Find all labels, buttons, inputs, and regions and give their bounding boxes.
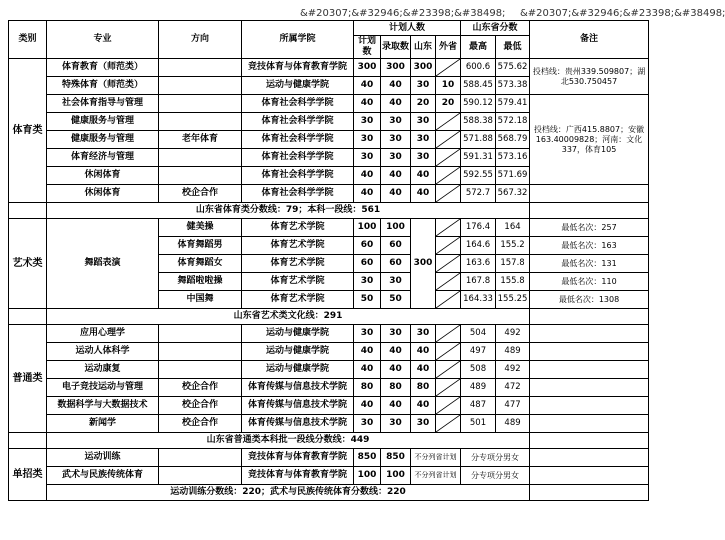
college-cell: 体育社会科学学院	[242, 167, 354, 185]
admit-cell: 850	[381, 449, 411, 467]
admit-cell: 60	[381, 237, 411, 255]
direction-cell	[159, 167, 242, 185]
other-province-cell	[436, 397, 461, 415]
major-cell: 数据科学与大数据技术	[47, 397, 159, 415]
min-score-cell: 157.8	[496, 255, 530, 273]
header-direction: 方向	[159, 21, 242, 59]
max-score-cell: 163.6	[461, 255, 496, 273]
other-province-cell	[436, 59, 461, 77]
table-row	[9, 59, 649, 77]
plan-cell: 40	[354, 343, 381, 361]
major-cell: 运动训练	[47, 449, 159, 467]
table-row	[9, 467, 649, 485]
other-province-cell	[436, 325, 461, 343]
max-score-cell: 588.38	[461, 113, 496, 131]
summary-spacer	[9, 203, 47, 219]
header-shandong: 山东	[411, 36, 436, 59]
shandong-cell: 30	[411, 131, 436, 149]
min-score-cell: 575.62	[496, 59, 530, 77]
direction-cell	[159, 467, 242, 485]
college-cell: 竞技体育与体育教育学院	[242, 467, 354, 485]
summary-text: 山东省普通类本科批一段线分数线：449	[47, 433, 530, 449]
other-province-cell	[436, 113, 461, 131]
max-score-cell: 164.6	[461, 237, 496, 255]
major-cell: 应用心理学	[47, 325, 159, 343]
table-row	[9, 95, 649, 113]
max-score-cell: 489	[461, 379, 496, 397]
direction-cell: 舞蹈啦啦操	[159, 273, 242, 291]
college-cell: 体育传媒与信息技术学院	[242, 397, 354, 415]
shandong-cell: 30	[411, 113, 436, 131]
shandong-cell: 40	[411, 167, 436, 185]
college-cell: 竞技体育与体育教育学院	[242, 59, 354, 77]
shandong-cell: 20	[411, 95, 436, 113]
major-cell: 休闲体育	[47, 167, 159, 185]
major-cell: 体育教育（师范类）	[47, 59, 159, 77]
min-score-cell: 567.32	[496, 185, 530, 203]
max-score-cell: 487	[461, 397, 496, 415]
college-cell: 体育艺术学院	[242, 219, 354, 237]
major-cell: 电子竞技运动与管理	[47, 379, 159, 397]
max-score-cell: 588.45	[461, 77, 496, 95]
plan-cell: 40	[354, 95, 381, 113]
min-score-cell: 571.69	[496, 167, 530, 185]
max-score-cell: 176.4	[461, 219, 496, 237]
max-score-cell: 501	[461, 415, 496, 433]
remark-cell: 投档线：贵州339.509807；湖北530.750457	[530, 59, 649, 95]
direction-cell: 体育舞蹈女	[159, 255, 242, 273]
college-cell: 竞技体育与体育教育学院	[242, 449, 354, 467]
summary-row	[9, 433, 649, 449]
shandong-cell: 40	[411, 361, 436, 379]
direction-cell: 老年体育	[159, 131, 242, 149]
category-cell: 体育类	[9, 59, 47, 203]
shandong-cell: 30	[411, 77, 436, 95]
header-other-province: 外省	[436, 36, 461, 59]
college-cell: 体育艺术学院	[242, 291, 354, 309]
min-score-cell: 573.38	[496, 77, 530, 95]
college-cell: 运动与健康学院	[242, 77, 354, 95]
max-score-cell: 572.7	[461, 185, 496, 203]
college-cell: 体育社会科学学院	[242, 185, 354, 203]
admit-cell: 40	[381, 185, 411, 203]
direction-cell: 校企合作	[159, 397, 242, 415]
major-cell: 舞蹈表演	[47, 219, 159, 309]
category-cell: 普通类	[9, 325, 47, 433]
admit-cell: 30	[381, 149, 411, 167]
min-score-cell: 579.41	[496, 95, 530, 113]
max-score-cell: 508	[461, 361, 496, 379]
college-cell: 运动与健康学院	[242, 325, 354, 343]
direction-cell	[159, 449, 242, 467]
table-row	[9, 219, 649, 237]
plan-cell: 50	[354, 291, 381, 309]
table-row	[9, 361, 649, 379]
other-province-cell	[436, 167, 461, 185]
shandong-cell: 30	[411, 149, 436, 167]
other-province-cell	[436, 273, 461, 291]
category-cell: 艺术类	[9, 219, 47, 309]
other-province-cell	[436, 237, 461, 255]
plan-cell: 60	[354, 255, 381, 273]
remark-cell: 最低名次：110	[530, 273, 649, 291]
college-cell: 体育社会科学学院	[242, 113, 354, 131]
max-score-cell: 592.55	[461, 167, 496, 185]
shandong-cell: 300	[411, 219, 436, 309]
plan-cell: 60	[354, 237, 381, 255]
admit-cell: 300	[381, 59, 411, 77]
remark-cell	[530, 397, 649, 415]
admit-cell: 40	[381, 167, 411, 185]
other-province-cell: 10	[436, 77, 461, 95]
admit-cell: 40	[381, 397, 411, 415]
major-cell: 特殊体育（师范类）	[47, 77, 159, 95]
college-cell: 运动与健康学院	[242, 343, 354, 361]
plan-cell: 100	[354, 467, 381, 485]
other-province-cell	[436, 185, 461, 203]
admit-cell: 40	[381, 343, 411, 361]
max-score-cell: 571.88	[461, 131, 496, 149]
admit-cell: 100	[381, 467, 411, 485]
plan-cell: 40	[354, 397, 381, 415]
summary-text: 山东省艺术类文化线：291	[47, 309, 530, 325]
admit-cell: 80	[381, 379, 411, 397]
plan-cell: 30	[354, 273, 381, 291]
min-score-cell: 155.2	[496, 237, 530, 255]
min-score-cell: 573.16	[496, 149, 530, 167]
other-province-cell	[436, 219, 461, 237]
direction-cell: 健美操	[159, 219, 242, 237]
major-cell: 体育经济与管理	[47, 149, 159, 167]
direction-cell	[159, 113, 242, 131]
province-note-cell: 不分列省计划	[411, 467, 461, 485]
max-score-cell: 167.8	[461, 273, 496, 291]
remark-cell: 最低名次：1308	[530, 291, 649, 309]
other-province-cell	[436, 255, 461, 273]
min-score-cell: 164	[496, 219, 530, 237]
max-score-cell: 497	[461, 343, 496, 361]
header-min: 最低	[496, 36, 530, 59]
direction-cell	[159, 59, 242, 77]
plan-cell: 40	[354, 185, 381, 203]
remark-cell	[530, 415, 649, 433]
score-note-cell: 分专项分男女	[461, 467, 530, 485]
college-cell: 体育传媒与信息技术学院	[242, 379, 354, 397]
plan-cell: 30	[354, 415, 381, 433]
header-college: 所属学院	[242, 21, 354, 59]
college-cell: 体育社会科学学院	[242, 149, 354, 167]
header-score: 山东省分数	[461, 21, 530, 36]
college-cell: 体育艺术学院	[242, 255, 354, 273]
shandong-cell: 40	[411, 397, 436, 415]
table-row	[9, 379, 649, 397]
shandong-cell: 40	[411, 185, 436, 203]
top-fragment-left: &#20307;&#32946;&#23398;&#38498;	[300, 8, 506, 19]
shandong-cell: 30	[411, 325, 436, 343]
admit-cell: 40	[381, 95, 411, 113]
plan-cell: 40	[354, 167, 381, 185]
top-fragment-right: &#20307;&#32946;&#23398;&#38498;	[520, 8, 725, 19]
min-score-cell: 489	[496, 415, 530, 433]
direction-cell: 校企合作	[159, 185, 242, 203]
summary-text: 运动训练分数线：220；武术与民族传统体育分数线：220	[47, 485, 530, 501]
header-plan-count: 计划数	[354, 36, 381, 59]
min-score-cell: 492	[496, 325, 530, 343]
direction-cell	[159, 361, 242, 379]
direction-cell: 体育舞蹈男	[159, 237, 242, 255]
remark-cell: 最低名次：163	[530, 237, 649, 255]
direction-cell: 中国舞	[159, 291, 242, 309]
summary-spacer	[530, 433, 649, 449]
direction-cell: 校企合作	[159, 379, 242, 397]
remark-cell: 最低名次：257	[530, 219, 649, 237]
table-row	[9, 449, 649, 467]
summary-row	[9, 203, 649, 219]
shandong-cell: 40	[411, 343, 436, 361]
min-score-cell: 472	[496, 379, 530, 397]
admission-table	[8, 20, 649, 501]
shandong-cell: 80	[411, 379, 436, 397]
shandong-cell: 300	[411, 59, 436, 77]
major-cell: 运动康复	[47, 361, 159, 379]
min-score-cell: 477	[496, 397, 530, 415]
college-cell: 体育社会科学学院	[242, 131, 354, 149]
summary-row	[9, 485, 649, 501]
table-row	[9, 397, 649, 415]
direction-cell	[159, 325, 242, 343]
min-score-cell: 568.79	[496, 131, 530, 149]
college-cell: 体育艺术学院	[242, 237, 354, 255]
remark-cell: 最低名次：131	[530, 255, 649, 273]
header-major: 专业	[47, 21, 159, 59]
summary-row	[9, 309, 649, 325]
plan-cell: 80	[354, 379, 381, 397]
category-cell: 单招类	[9, 449, 47, 501]
province-note-cell: 不分列省计划	[411, 449, 461, 467]
admit-cell: 60	[381, 255, 411, 273]
max-score-cell: 504	[461, 325, 496, 343]
shandong-cell: 30	[411, 415, 436, 433]
max-score-cell: 600.6	[461, 59, 496, 77]
min-score-cell: 155.8	[496, 273, 530, 291]
plan-cell: 40	[354, 77, 381, 95]
direction-cell	[159, 77, 242, 95]
min-score-cell: 155.25	[496, 291, 530, 309]
direction-cell	[159, 149, 242, 167]
other-province-cell	[436, 415, 461, 433]
remark-cell	[530, 467, 649, 485]
other-province-cell: 20	[436, 95, 461, 113]
direction-cell: 校企合作	[159, 415, 242, 433]
college-cell: 运动与健康学院	[242, 361, 354, 379]
header-admit-count: 录取数	[381, 36, 411, 59]
admit-cell: 30	[381, 415, 411, 433]
max-score-cell: 590.12	[461, 95, 496, 113]
remark-cell	[530, 325, 649, 343]
major-cell: 社会体育指导与管理	[47, 95, 159, 113]
other-province-cell	[436, 361, 461, 379]
college-cell: 体育传媒与信息技术学院	[242, 415, 354, 433]
admit-cell: 30	[381, 131, 411, 149]
summary-spacer	[9, 309, 47, 325]
remark-cell	[530, 449, 649, 467]
admit-cell: 40	[381, 77, 411, 95]
header-remark: 备注	[530, 21, 649, 59]
admit-cell: 100	[381, 219, 411, 237]
max-score-cell: 591.31	[461, 149, 496, 167]
other-province-cell	[436, 379, 461, 397]
major-cell: 武术与民族传统体育	[47, 467, 159, 485]
min-score-cell: 572.18	[496, 113, 530, 131]
min-score-cell: 492	[496, 361, 530, 379]
header-category: 类别	[9, 21, 47, 59]
major-cell: 休闲体育	[47, 185, 159, 203]
min-score-cell: 489	[496, 343, 530, 361]
summary-spacer	[530, 203, 649, 219]
other-province-cell	[436, 291, 461, 309]
remark-cell	[530, 185, 649, 203]
major-cell: 健康服务与管理	[47, 113, 159, 131]
other-province-cell	[436, 131, 461, 149]
summary-text: 山东省体育类分数线：79；本科一段线：561	[47, 203, 530, 219]
plan-cell: 100	[354, 219, 381, 237]
top-cut-header	[0, 0, 725, 20]
table-row	[9, 415, 649, 433]
other-province-cell	[436, 343, 461, 361]
remark-cell: 投档线：广西415.8807；安徽163.40009828；河南：文化337，体育105	[530, 95, 649, 185]
table-row	[9, 343, 649, 361]
direction-cell	[159, 343, 242, 361]
remark-cell	[530, 343, 649, 361]
remark-cell	[530, 361, 649, 379]
major-cell: 健康服务与管理	[47, 131, 159, 149]
header-plan: 计划人数	[354, 21, 461, 36]
max-score-cell: 164.33	[461, 291, 496, 309]
other-province-cell	[436, 149, 461, 167]
major-cell: 新闻学	[47, 415, 159, 433]
header-max: 最高	[461, 36, 496, 59]
plan-cell: 30	[354, 149, 381, 167]
admit-cell: 50	[381, 291, 411, 309]
summary-spacer	[9, 433, 47, 449]
college-cell: 体育艺术学院	[242, 273, 354, 291]
direction-cell	[159, 95, 242, 113]
plan-cell: 30	[354, 131, 381, 149]
plan-cell: 40	[354, 361, 381, 379]
table-row	[9, 325, 649, 343]
summary-spacer	[530, 309, 649, 325]
plan-cell: 850	[354, 449, 381, 467]
admit-cell: 30	[381, 325, 411, 343]
remark-cell	[530, 379, 649, 397]
major-cell: 运动人体科学	[47, 343, 159, 361]
admit-cell: 40	[381, 361, 411, 379]
college-cell: 体育社会科学学院	[242, 95, 354, 113]
table-row	[9, 185, 649, 203]
admit-cell: 30	[381, 273, 411, 291]
admit-cell: 30	[381, 113, 411, 131]
score-note-cell: 分专项分男女	[461, 449, 530, 467]
plan-cell: 30	[354, 113, 381, 131]
plan-cell: 30	[354, 325, 381, 343]
plan-cell: 300	[354, 59, 381, 77]
summary-spacer	[530, 485, 649, 501]
